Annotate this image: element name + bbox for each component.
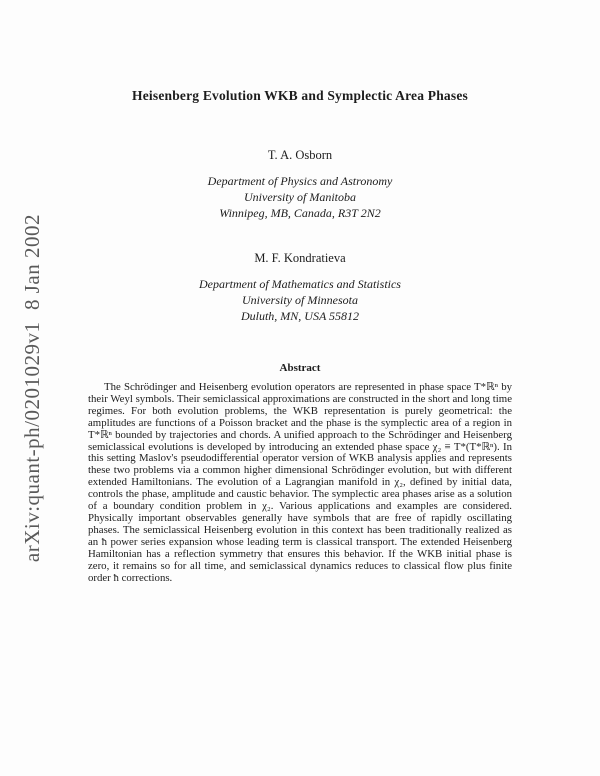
arxiv-identifier: arXiv:quant-ph/0201029v1 8 Jan 2002 [19,213,44,563]
arxiv-sidebar [12,0,52,776]
article-column [88,0,512,776]
author-name-osborn: T. A. Osborn [267,148,333,162]
author-block-kondratieva [88,251,512,324]
affiliation-line-department-physics: Department of Physics and Astronomy [207,174,393,188]
affiliation-line-university-manitoba: University of Manitoba [244,190,356,204]
author-block-osborn [88,148,512,221]
affiliation-line-university-minnesota: University of Minnesota [242,293,358,307]
affiliation-line-winnipeg-address: Winnipeg, MB, Canada, R3T 2N2 [219,206,381,220]
affiliation-line-duluth-address: Duluth, MN, USA 55812 [240,309,360,323]
author-name-kondratieva: M. F. Kondratieva [254,251,346,265]
paper-title: Heisenberg Evolution WKB and Symplectic Area Phases [132,88,468,103]
affiliation-line-department-mathematics: Department of Mathematics and Statistics [199,277,401,291]
abstract-text: The Schrödinger and Heisenberg evolution operators are represented in phase space T*ℝⁿ by their Weyl symbols. Their semiclassical approximations are constructed in the short and long time regimes. For both evolution problems, the WKB representation is purely geometrical: the amplitudes are functions of a Poisson bracket and the phase is the symplectic area of a region in T*ℝⁿ bounded by trajectories and chords. A unified approach to the Schrödinger and Heisenberg semiclassical evolutions is developed by introducing an extended phase space χ₂ ≡ T*(T*ℝⁿ). In this setting Maslov's pseudodifferential operator version of WKB analysis applies and represents these two problems via a common higher dimensional Schrödinger evolution, but with different extended Hamiltonians. The evolution of a Lagrangian manifold in χ₂, defined by initial data, controls the phase, amplitude and caustic behavior. The symplectic area phases arise as a solution of a boundary condition problem in χ₂. Various applications and examples are considered. Physically important observables generally have symbols that are free of rapidly oscillating phases. The semiclassical Heisenberg evolution in this context has been traditionally realized as an ħ power series expansion whose leading term is classical transport. The extended Heisenberg Hamiltonian has a reflection symmetry that ensures this behavior. If the WKB initial phase is zero, it remains so for all time, and semiclassical dynamics reduces to classical flow plus finite order ħ corrections. [88,381,512,584]
abstract-heading: Abstract [279,362,321,374]
